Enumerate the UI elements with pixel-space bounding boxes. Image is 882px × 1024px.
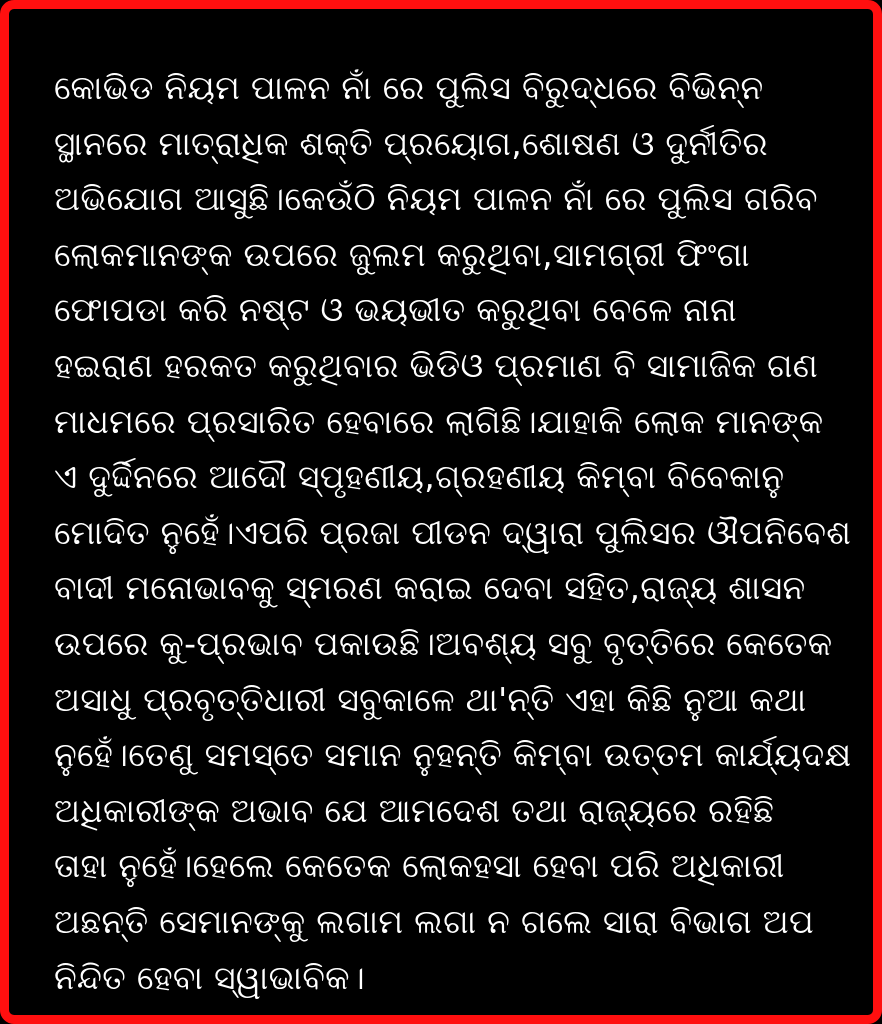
- text-line: ନିନ୍ଦିତ ହେବା ସ୍ୱାଭାବିକ।: [54, 957, 366, 997]
- text-line: ମୋଦିତ ନୁହେଁ।ଏପରି ପ୍ରଜା ପୀଡନ ଦ୍ୱାରା ପୁଲିସର ଔପନିବେଶ: [54, 512, 852, 552]
- text-line: ଉପରେ କୁ-ପ୍ରଭାବ ପକାଉଛି।ଅବଶ୍ୟ ସବୁ ବୃତ୍ତିରେ କେତେକ: [54, 623, 833, 663]
- text-line: ଅଧିକାରୀଙ୍କ ଅଭାବ ଯେ ଆମଦେଶ ତଥା ରାଜ୍ୟରେ ରହିଛି: [54, 790, 775, 830]
- text-line: ଲୋକମାନଙ୍କ ଉପରେ ଜୁଲମ କରୁଥିବା,ସାମଗ୍ରୀ ଫିଂଗା: [54, 234, 750, 274]
- text-line: ଏ ଦୁର୍ଦ୍ଦିନରେ ଆଦୌ ସ୍ପୃହଣୀୟ,ଗ୍ରହଣୀୟ କିମ୍ବା ବିବେକାନୁ: [54, 457, 785, 497]
- text-line: ବାଦୀ ମନୋଭାବକୁ ସ୍ମରଣ କରାଇ ଦେବା ସହିତ,ରାଜ୍ୟ ଶାସନ: [54, 568, 806, 608]
- text-line: ନୁହେଁ।ତେଣୁ ସମସ୍ତେ ସମାନ ନୁହନ୍ତି କିମ୍ବା ଉତ୍ତମ କାର୍ଯ୍ୟଦକ୍ଷ: [54, 735, 852, 775]
- text-line: ଫୋପଡା କରି ନଷ୍ଟ ଓ ଭୟଭୀତ କରୁଥିବା ବେଳେ ନାନା: [54, 290, 737, 330]
- text-line: ଅସାଧୁ ପ୍ରବୃତ୍ତିଧାରୀ ସବୁକାଳେ ଥା'ନ୍ତି ଏହା କିଛି ନୁଆ କଥା: [54, 679, 807, 719]
- text-line: ଅଛନ୍ତି ସେମାନଙ୍କୁ ଲଗାମ ଲଗା ନ ଗଲେ ସାରା ବିଭାଗ ଅପ: [54, 901, 814, 941]
- text-line: ସ୍ଥାନରେ ମାତ୍ରାଧିକ ଶକ୍ତି ପ୍ରୟୋଗ,ଶୋଷଣ ଓ ଦୁର୍ନୀତିର: [54, 123, 768, 163]
- text-line: ତାହା ନୁହେଁ।ହେଲେ କେତେକ ଲୋକହସା ହେବା ପରି ଅଧିକାରୀ: [54, 846, 785, 886]
- text-line: ମାଧମରେ ପ୍ରସାରିତ ହେବାରେ ଲାଗିଛି।ଯାହାକି ଲୋକ ମାନଙ୍କ: [54, 401, 824, 441]
- text-line: ହଇରାଣ ହରକତ କରୁଥିବାର ଭିଡିଓ ପ୍ରମାଣ ବି ସାମାଜିକ ଗଣ: [54, 345, 819, 385]
- odia-text-paragraph: [54, 60, 854, 1005]
- text-line: କୋଭିଡ ନିୟମ ପାଳନ ନାଁ ରେ ପୁଲିସ ବିରୁଦ୍ଧରେ ବିଭିନ୍ନ: [54, 68, 764, 107]
- text-line: ଅଭିଯୋଗ ଆସୁଛି।କେଉଁଠି ନିୟମ ପାଳନ ନାଁ ରେ ପୁଲିସ ଗରିବ: [54, 179, 818, 219]
